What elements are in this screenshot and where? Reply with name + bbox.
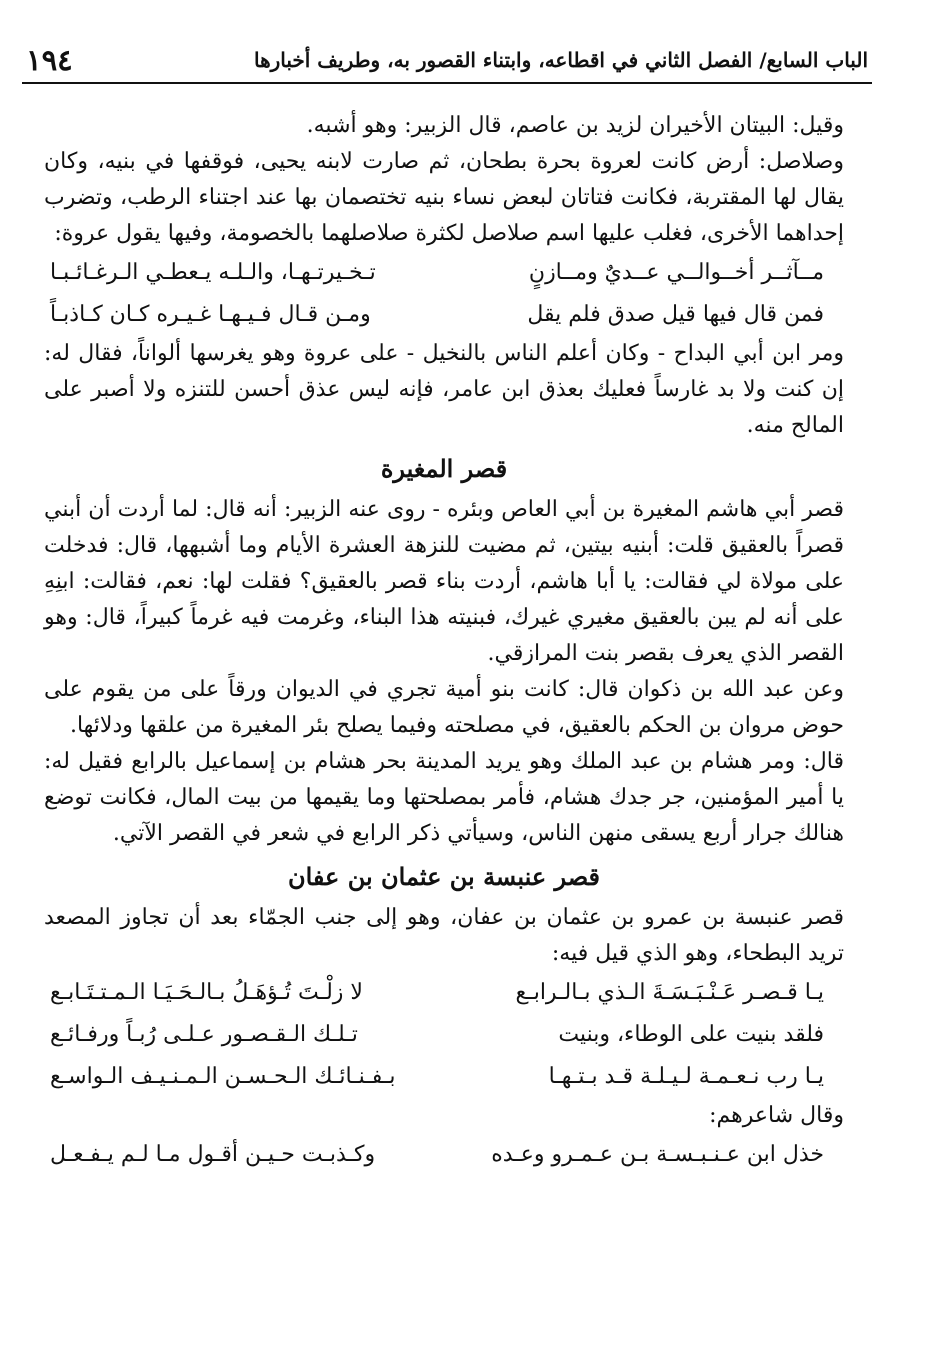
page-body xyxy=(44,108,844,1176)
verse-hemistich-first: يـا رب نـعـمـة لـيـلـة قـد بـتـهـا xyxy=(548,1064,824,1089)
paragraph: قال: ومر هشام بن عبد الملك وهو يريد المدينة بحر هشام بن إسماعيل بالرابع فقيل له: يا أمير المؤمنين، جر جدك هشام، فأمر بمصلحتها وما يقيمها من بيت المال، فكانت توضع هنالك جرار أربع يسقى منهن الناس، وسيأتي ذكر الرابع في شعر في القصر الآتي. xyxy=(44,749,844,846)
verse-hemistich-second: بـفـنـائـك الـحـسـن الـمـنـيـف الـواسـع xyxy=(50,1064,396,1089)
paragraph: ومر ابن أبي البداح - وكان أعلم الناس بالنخيل - على عروة وهو يغرسها ألواناً، فقال له: إن كنت ولا بد غارساً فعليك بعذق ابن عامر، فإنه ليس عذق أحسن للتنزه ولا أصبر على المالح منه. xyxy=(44,341,844,438)
verse-hemistich-second: ومـن قـال فـيـهـا غـيـره كـان كـاذبـاً xyxy=(50,302,371,327)
running-title: الباب السابع/ الفصل الثاني في اقطاعه، وابتناء القصور به، وطريف أخبارها xyxy=(254,48,868,72)
section-heading: قصر المغيرة xyxy=(380,454,508,483)
paragraph: وقال شاعرهم: xyxy=(709,1103,844,1128)
paragraph: قصر أبي هاشم المغيرة بن أبي العاص وبئره - روى عنه الزبير: أنه قال: لما أردت أن أبني قصراً بالعقيق قلت: أبنيه بيتين، ثم مضيت للنزهة العشرة الأيام وما أشبهها، قال: فدخلت على مولاة لي فقالت: يا أبا هاشم، أردت بناء قصر بالعقيق؟ فقلت لها: نعم، فقالت: ابنِهِ على أنه لم يبن بالعقيق مغيري غيرك، فبنيته هذا البناء، وغرمت فيه غرماً كبيراً، قال: وهو القصر الذي يعرف بقصر بنت المرازقي. xyxy=(44,497,844,666)
verse-hemistich-first: يـا قـصـر عَـنْـبَـسَـةَ الـذي بـالـرابـع xyxy=(515,980,824,1005)
paragraph: قصر عنبسة بن عمرو بن عثمان بن عفان، وهو إلى جنب الجمّاء بعد أن تجاوز المصعد تريد البطحاء، وهو الذي قيل فيه: xyxy=(44,905,845,966)
verse-line xyxy=(44,972,824,1014)
verse-hemistich-second: تـخـيرتـهـا، والـلـه يـعطـي الـرغـائـبـا xyxy=(50,260,376,285)
verse-hemistich-first: مــآثــر أخــوالــي عــديٌ ومــازنٍ xyxy=(528,260,824,285)
verse-hemistich-first: فلقد بنيت على الوطاء، وبنيت xyxy=(558,1022,824,1047)
page-header xyxy=(22,38,872,84)
paragraph: وقيل: البيتان الأخيران لزيد بن عاصم، قال الزبير: وهو أشبه. xyxy=(306,113,844,138)
verse-hemistich-first: خذل ابن عـنـبـسـة بـن عـمـرو وعـده xyxy=(491,1142,824,1167)
verse-hemistich-second: لا زلْـتَ تُـؤهَـلُ بـالـحَـيَـا الـمـتـتَـابـع xyxy=(50,980,363,1005)
verse-hemistich-first: فمن قال فيها قيل صدق فلم يقل xyxy=(527,302,824,327)
verse-line xyxy=(44,1056,824,1098)
page-number: ١٩٤ xyxy=(26,43,73,77)
paragraph: وصلاصل: أرض كانت لعروة بحرة بطحان، ثم صارت لابنه يحيى، فوقفها في بنيه، وكان يقال لها المقتربة، فكانت فتاتان لبعض نساء بنيه تختصمان بها عند اجتناء الرطب، وتضرب إحداهما الأخرى، فغلب عليها اسم صلاصل لكثرة صلاصلهما بالخصومة، وفيها يقول عروة: xyxy=(44,149,844,246)
verse-line xyxy=(44,1134,824,1176)
section-heading: قصر عنبسة بن عثمان بن عفان xyxy=(287,862,601,891)
verse-hemistich-second: وكـذبـت حـيـن أقـول مـا لـم يـفـعـل xyxy=(50,1142,376,1167)
verse-line xyxy=(44,252,824,294)
verse-line xyxy=(44,1014,824,1056)
paragraph: وعن عبد الله بن ذكوان قال: كانت بنو أمية تجري في الديوان ورقاً على من يقوم على حوض مروان بن الحكم بالعقيق، في مصلحته وفيما يصلح بئر المغيرة من علقها ودلائها. xyxy=(44,677,844,738)
verse-line xyxy=(44,294,824,336)
verse-hemistich-second: تـلـك الـقـصـور عـلـى رُبـاً ورفـائـع xyxy=(50,1022,358,1047)
